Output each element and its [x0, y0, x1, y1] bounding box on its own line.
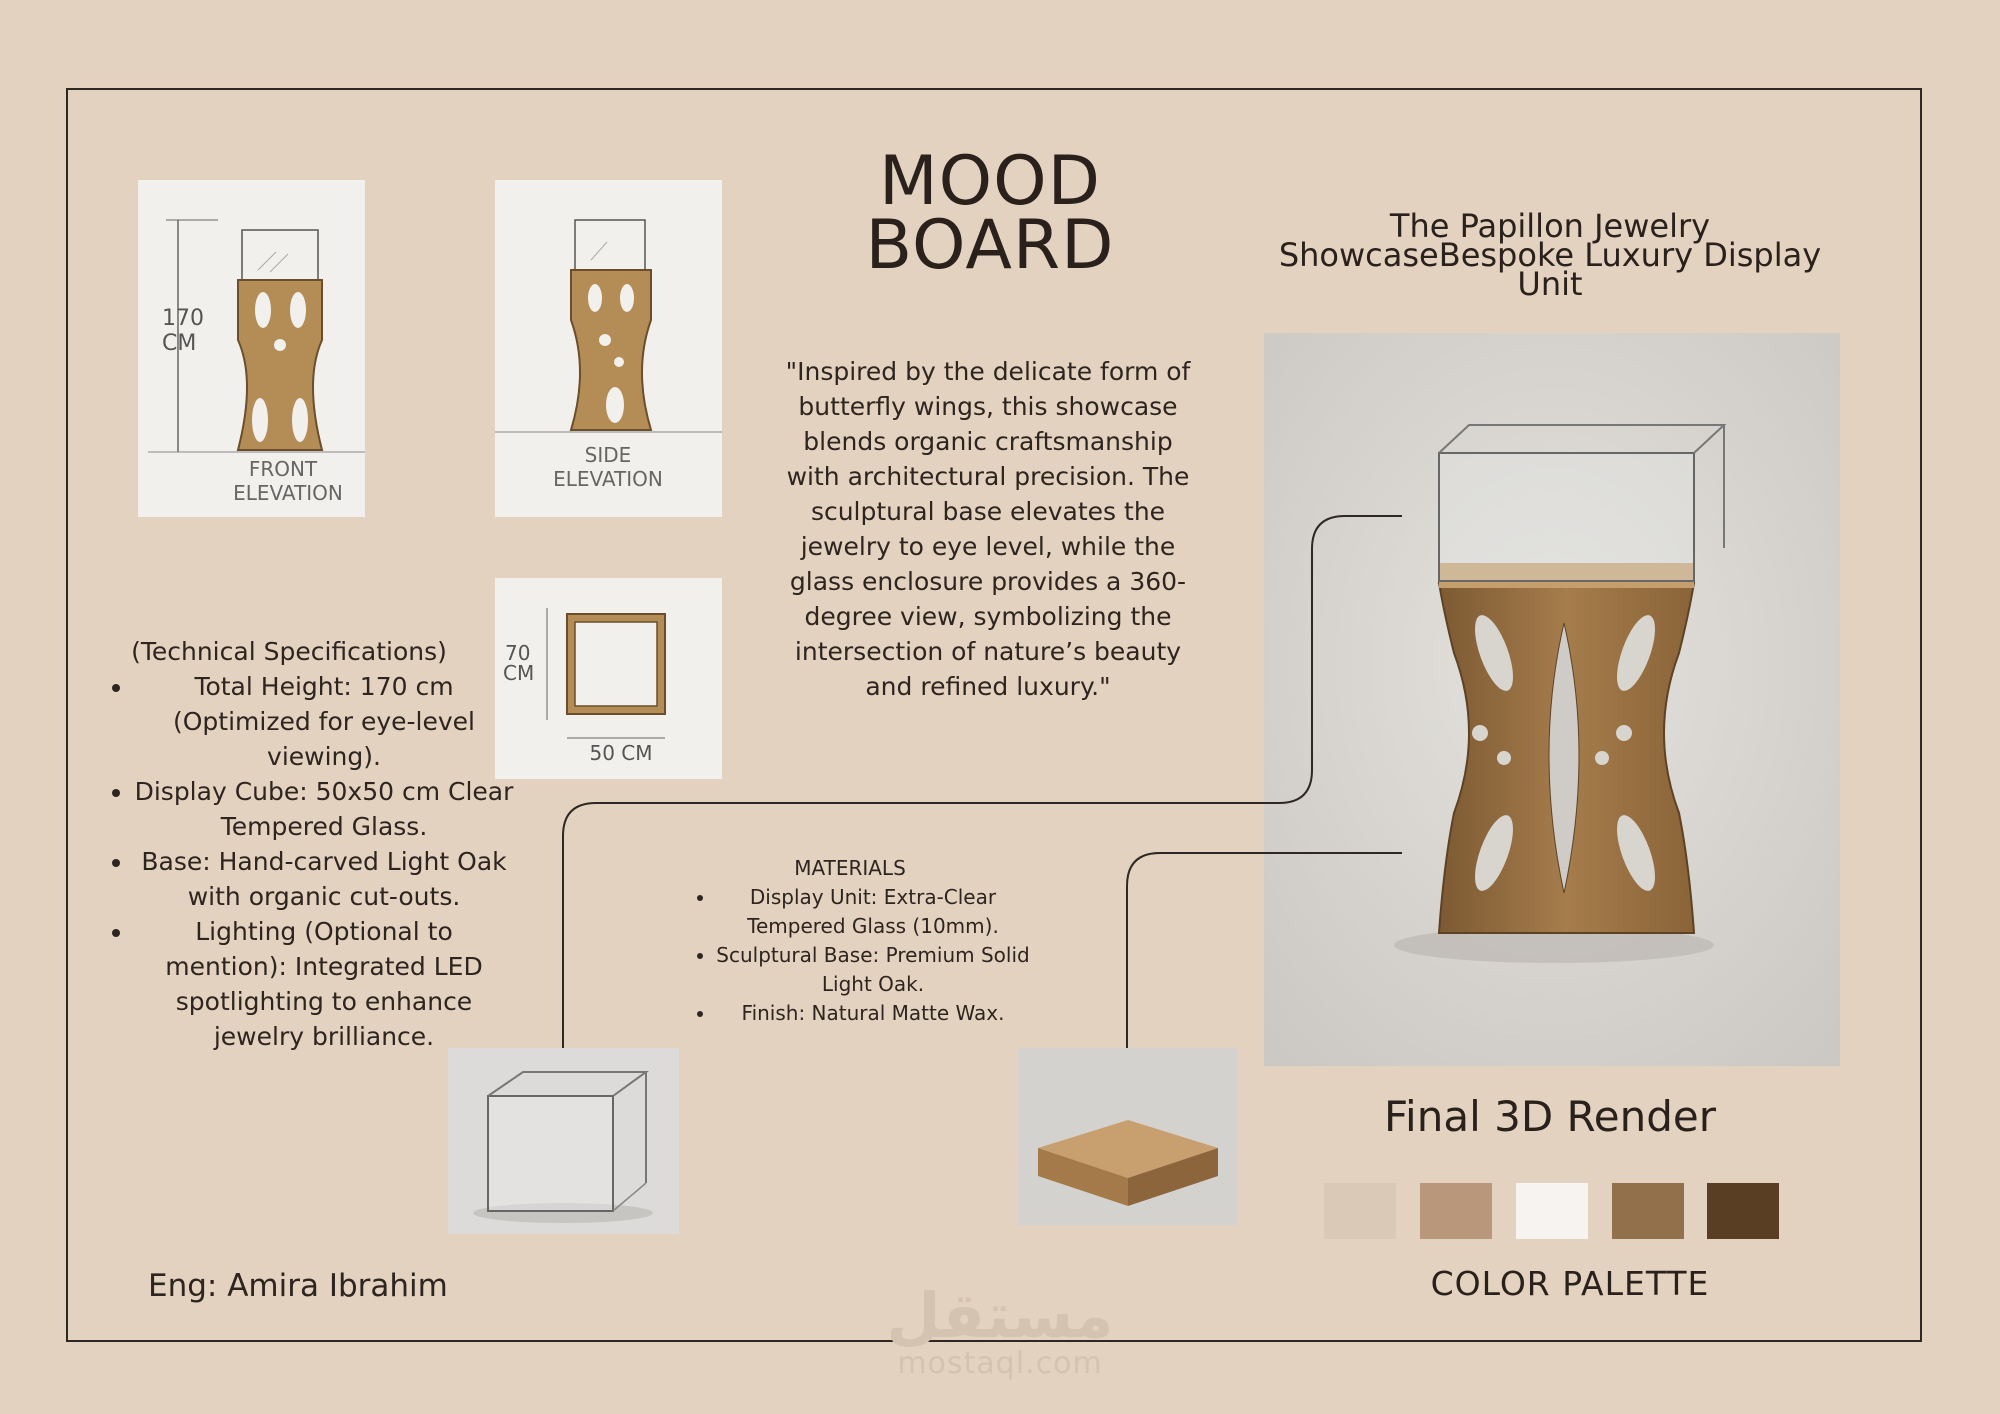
- front-label-1: FRONT: [248, 457, 318, 481]
- palette-swatch-2: [1420, 1183, 1492, 1239]
- front-dim-number: 170: [162, 306, 204, 331]
- materials-item-oak: • Sculptural Base: Premium Solid Light Oak.: [716, 941, 1030, 999]
- plan-dim-width: 50 CM: [589, 741, 653, 765]
- specs-heading: (Technical Specifications): [131, 637, 447, 666]
- specs-item-height: • Total Height: 170 cm (Optimized for eye-level viewing).: [134, 669, 514, 774]
- author-credit: Eng: Amira Ibrahim: [148, 1268, 448, 1304]
- side-label-2: ELEVATION: [553, 467, 663, 491]
- materials-heading: MATERIALS: [794, 856, 906, 880]
- specs-item-cube: • Display Cube: 50x50 cm Clear Tempered Glass.: [134, 774, 514, 844]
- materials-item-glass: • Display Unit: Extra-Clear Tempered Glass (10mm).: [716, 883, 1030, 941]
- glass-cube-image: [448, 1048, 679, 1234]
- oak-base-image: [1018, 1048, 1237, 1225]
- side-label-1: SIDE: [584, 443, 632, 467]
- technical-specifications: [94, 634, 514, 1054]
- title-line-2: BOARD: [865, 206, 1115, 285]
- render-caption: Final 3D Render: [1383, 1092, 1717, 1141]
- palette-swatch-3: [1516, 1183, 1588, 1239]
- materials-items: [680, 883, 1030, 1028]
- materials-item-finish: • Finish: Natural Matte Wax.: [716, 999, 1030, 1028]
- palette-swatch-4: [1612, 1183, 1684, 1239]
- project-subtitle: The Papillon Jewelry ShowcaseBespoke Luxury Display Unit: [1278, 207, 1822, 303]
- design-concept-quote: "Inspired by the delicate form of butterfly wings, this showcase blends organic craftsmanship with architectural precision. The sculptural base elevates the jewelry to eye level, while the glass enclosure provides a 360-degree view, symbolizing the intersection of nature’s beauty and refined luxury.": [785, 357, 1191, 701]
- palette-swatch-5: [1707, 1183, 1779, 1239]
- front-dim-unit: CM: [162, 331, 197, 356]
- watermark-latin: mostaql.com: [897, 1346, 1103, 1381]
- title-line-1: MOOD: [878, 142, 1102, 221]
- specs-item-base: • Base: Hand-carved Light Oak with organic cut-outs.: [134, 844, 514, 914]
- plan-dim-number: 70: [505, 641, 531, 665]
- specs-item-lighting: • Lighting (Optional to mention): Integrated LED spotlighting to enhance jewelry brilliance.: [134, 914, 514, 1054]
- materials-list: [680, 854, 1030, 1028]
- palette-caption: COLOR PALETTE: [1430, 1264, 1710, 1303]
- watermark: [840, 1279, 1160, 1381]
- plan-dim-unit: CM: [503, 661, 535, 685]
- watermark-arabic: مستقل: [886, 1279, 1114, 1352]
- palette-swatch-1: [1324, 1183, 1396, 1239]
- specs-list: [94, 669, 514, 1054]
- front-label-2: ELEVATION: [233, 481, 343, 505]
